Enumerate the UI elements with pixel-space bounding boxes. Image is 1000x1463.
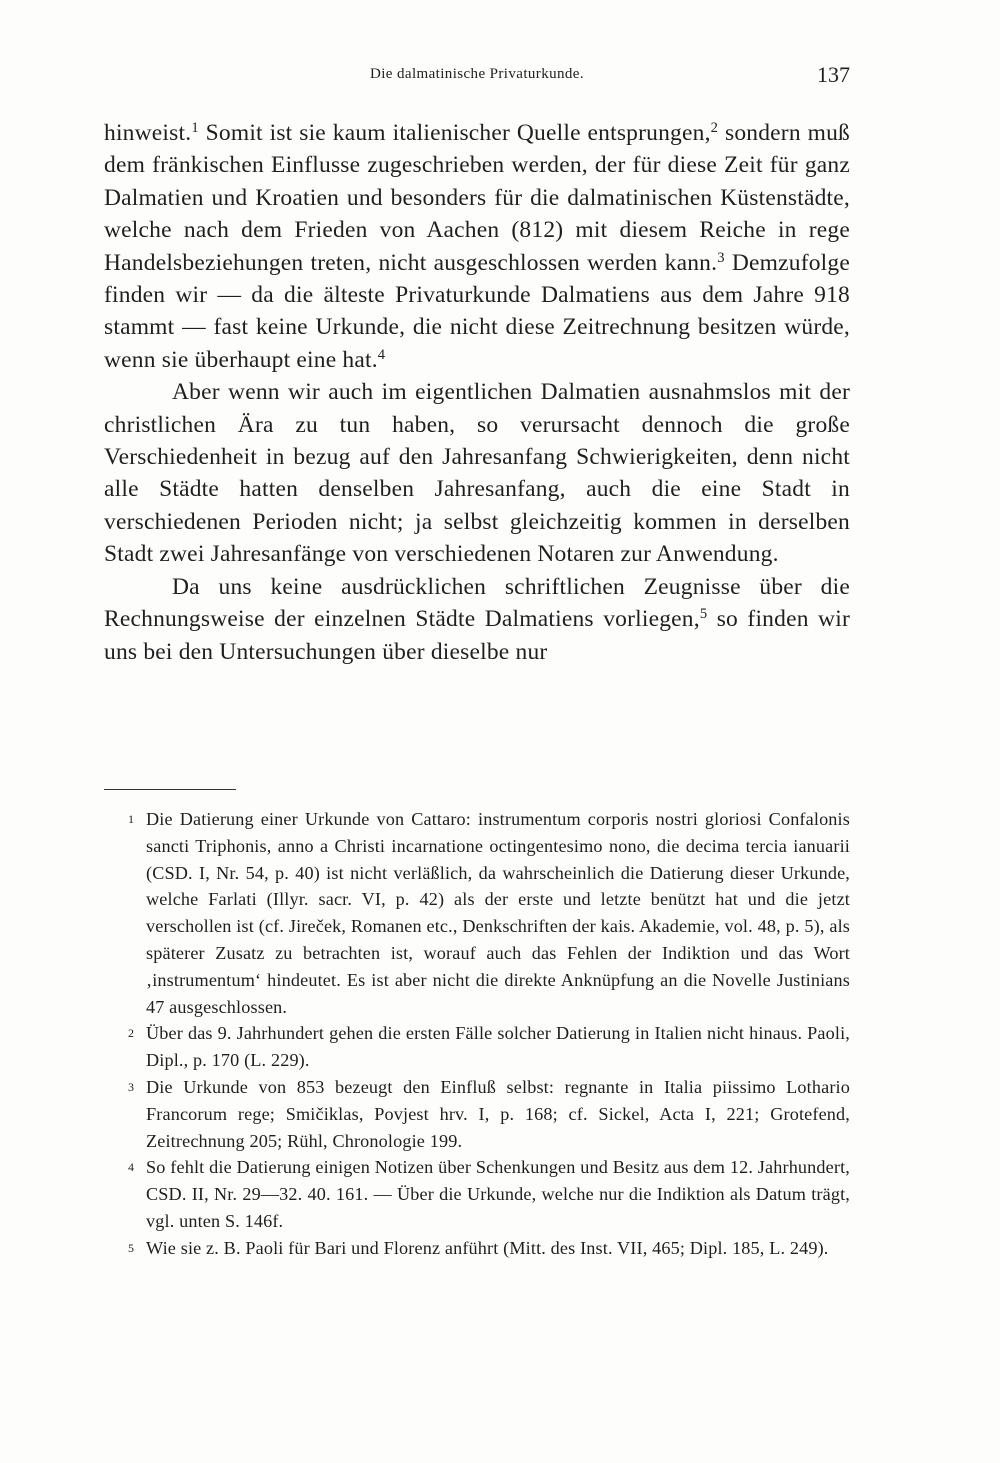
footnote-reference: 3 [717,249,725,266]
footnote [104,1235,850,1262]
footnote [104,1074,850,1154]
paragraph [104,376,850,570]
footnote-reference: 1 [191,120,199,136]
paragraph [104,571,850,668]
footnote-separator-rule [104,789,236,790]
footnote-reference: 2 [710,120,719,136]
footnote-text: Über das 9. Jahrhundert gehen die ersten Fälle solcher Datierung in Italien nicht hinaus. Paoli, Dipl., p. 170 (L. 229). [146,1023,850,1071]
paragraph [104,117,850,376]
text-run: sondern muß dem fränkischen Einflusse zugeschrieben werden, der für diese Zeit für ganz Dalmatien und Kroatien und besonders für die dalmatinischen Küstenstädte, welche nach dem Frieden von Aachen (812) mit diesem Reiche in rege Handelsbeziehungen treten, nicht ausgeschlossen werden kann. [104,120,850,276]
footnote-reference: 4 [377,346,386,363]
page-number: 137 [817,62,850,87]
footnote-text: Die Datierung einer Urkunde von Cattaro: instrumentum corporis nostri gloriosi Confalonis sancti Triphonis, anno a Christi incarnatione octingentesimo nono, die decima tercia ianuarii (CSD. I, Nr. 54, p. 40) ist nicht verläßlich, da wahrscheinlich die Datierung dieser Urkunde, welche Farlati (Illyr. sacr. VI, p. 42) als der erste und letzte benützt hat und die jetzt verschollen ist (cf. Jireček, Romanen etc., Denkschriften der kais. Akademie, vol. 48, p. 5), als späterer Zusatz zu betrachten ist, worauf auch das Fehlen der Indiktion und das Wort ‚instrumentum‘ hindeutet. Es ist aber nicht die direkte Anknüpfung an die Novelle Justinians 47 ausgeschlossen. [146,809,850,1017]
running-head [104,62,850,90]
footnote-number: 5 [128,1240,135,1255]
text-run: so finden wir uns bei den Untersuchungen über dieselbe nur [104,606,850,665]
footnote-text: Die Urkunde von 853 bezeugt den Einfluß selbst: regnante in Italia piissimo Lothario Francorum rege; Smičiklas, Povjest hrv. I, p. 168; cf. Sickel, Acta I, 221; Grotefend, Zeitrechnung 205; Rühl, Chronologie 199. [146,1076,850,1151]
text-run: hinweist. [104,120,192,146]
text-run: Da uns keine ausdrücklichen schriftlichen Zeugnisse über die Rechnungsweise der einzelnen Städte Dalmatiens vorliegen, [104,573,850,633]
text-run: Somit ist sie kaum italienischer Quelle entsprungen, [198,120,711,146]
footnote [104,806,850,1020]
text-run: Aber wenn wir auch im eigentlichen Dalmatien ausnahmslos mit der christlichen Ära zu tun haben, so verursacht dennoch die große Verschiedenheit in bezug auf den Jahresanfang Schwierigkeiten, denn nicht alle Städte hatten denselben Jahresanfang, auch die eine Stadt in verschiedenen Perioden nicht; ja selbst gleichzeitig kommen in derselben Stadt zwei Jahresanfänge von verschiedenen Notaren zur Anwendung. [104,379,850,568]
text-run: Demzufolge finden wir — da die älteste Privaturkunde Dalmatiens aus dem Jahre 918 stammt — fast keine Urkunde, die nicht diese Zeitrechnung besitzen würde, wenn sie überhaupt eine hat. [104,249,850,373]
footnote-number: 3 [128,1079,135,1094]
footnote-reference: 5 [699,606,708,623]
body-text [104,117,850,668]
footnote [104,1154,850,1234]
footnote-text: So fehlt die Datierung einigen Notizen über Schenkungen und Besitz aus dem 12. Jahrhundert, CSD. II, Nr. 29—32. 40. 161. — Über die Urkunde, welche nur die Indiktion als Datum trägt, vgl. unten S. 146f. [146,1157,850,1231]
footnote-number: 1 [128,812,135,826]
footnote-text: Wie sie z. B. Paoli für Bari und Florenz anführt (Mitt. des Inst. VII, 465; Dipl. 185, L. 249). [146,1237,829,1258]
footnotes [104,806,850,1262]
footnote-number: 4 [128,1160,135,1175]
footnote [104,1020,850,1074]
running-title: Die dalmatinische Privaturkunde. [370,66,584,82]
footnote-number: 2 [128,1026,135,1041]
